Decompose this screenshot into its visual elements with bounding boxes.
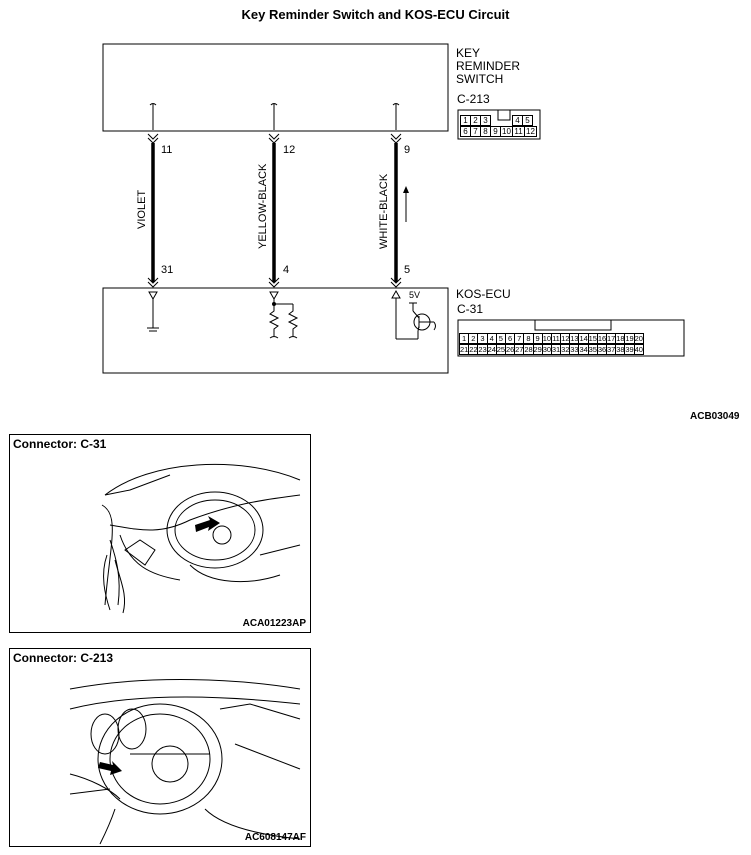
pin: 19 [625, 334, 634, 343]
pin: 12 [561, 334, 570, 343]
pin: 36 [597, 345, 607, 354]
c213-pin-grid [460, 115, 537, 137]
pin: 39 [625, 345, 634, 354]
pin: 3 [480, 115, 491, 126]
voltage-label: 5V [409, 290, 421, 300]
pin: 7 [470, 126, 481, 137]
wire-bottom-pin: 5 [404, 264, 411, 276]
pin: 9 [490, 126, 501, 137]
pin: 5 [496, 333, 506, 344]
pin: 38 [616, 345, 625, 354]
pin: 33 [570, 345, 579, 354]
pin: 4 [512, 115, 523, 126]
ecu-resistor-circuit [270, 292, 297, 338]
pin: 10 [500, 126, 513, 137]
component-name-line: KEY [456, 46, 481, 60]
pin: 26 [505, 345, 515, 354]
pin: 31 [551, 345, 561, 354]
pin: 23 [478, 345, 487, 354]
pin: 37 [607, 345, 616, 354]
pin: 22 [469, 345, 478, 354]
panel-code: ACA01223AP [242, 618, 306, 629]
diagram-title: Key Reminder Switch and KOS-ECU Circuit [241, 7, 510, 22]
pin: 29 [533, 345, 542, 354]
c31-pin-row [459, 333, 643, 344]
pin: 10 [542, 334, 552, 343]
component-name-line: SWITCH [456, 72, 504, 86]
c31-pin-row [459, 344, 643, 355]
wire-color-label: YELLOW-BLACK [257, 163, 269, 249]
wire-top-pin: 11 [161, 144, 173, 156]
panel-code: AC608147AF [244, 832, 306, 843]
pin: 4 [487, 333, 497, 344]
pin: 15 [588, 334, 597, 343]
pin: 1 [460, 115, 471, 126]
pin: 27 [515, 345, 524, 354]
pin: 25 [496, 345, 506, 354]
ecu-ground-circuit [147, 292, 159, 331]
key-reminder-switch-label [456, 47, 520, 86]
kos-ecu-label: KOS-ECU [456, 287, 511, 301]
pin: 8 [480, 126, 491, 137]
connector-panel-c31 [9, 434, 311, 633]
pin: 34 [579, 345, 588, 354]
panel-title: Connector: C-213 [13, 651, 114, 665]
pin: 35 [588, 345, 597, 354]
pin: 6 [460, 126, 471, 137]
connector-panel-c213 [9, 648, 311, 847]
c31-location-illustration [10, 435, 310, 632]
pin: 13 [570, 334, 579, 343]
pin: 12 [524, 126, 537, 137]
c213-label: C-213 [457, 92, 490, 106]
pin-gap [490, 115, 512, 126]
wire-bottom-pin: 31 [161, 264, 174, 276]
pin: 30 [542, 345, 552, 354]
pin: 24 [487, 345, 496, 354]
wire-color-label: VIOLET [136, 189, 148, 229]
pin: 40 [634, 345, 643, 354]
pin: 1 [459, 333, 469, 344]
pin: 11 [512, 126, 525, 137]
pin: 2 [468, 333, 478, 344]
pin: 18 [616, 334, 625, 343]
wire-bottom-pin: 4 [283, 264, 290, 276]
wire-top-pin: 9 [404, 144, 411, 156]
c31-label: C-31 [457, 302, 484, 316]
pin: 6 [505, 333, 515, 344]
pin: 11 [552, 334, 560, 343]
pin: 9 [533, 333, 543, 344]
pin: 5 [522, 115, 533, 126]
pin: 2 [470, 115, 481, 126]
wire-top-pin: 12 [283, 144, 296, 156]
pin: 14 [579, 334, 588, 343]
pin: 20 [634, 334, 643, 343]
pin: 3 [477, 333, 487, 344]
wire-color-label: WHITE-BLACK [378, 173, 390, 249]
pin: 16 [597, 334, 607, 343]
pin: 7 [514, 333, 524, 344]
diagram-code: ACB03049 [690, 411, 740, 422]
pin: 28 [524, 345, 533, 354]
pin: 8 [523, 333, 533, 344]
c213-location-illustration [10, 649, 310, 846]
panel-title: Connector: C-31 [13, 437, 107, 451]
c31-pin-grid [459, 333, 643, 355]
pin: 32 [561, 345, 570, 354]
component-name-line: REMINDER [456, 59, 521, 73]
pin: 17 [607, 334, 616, 343]
pin: 21 [460, 345, 469, 354]
